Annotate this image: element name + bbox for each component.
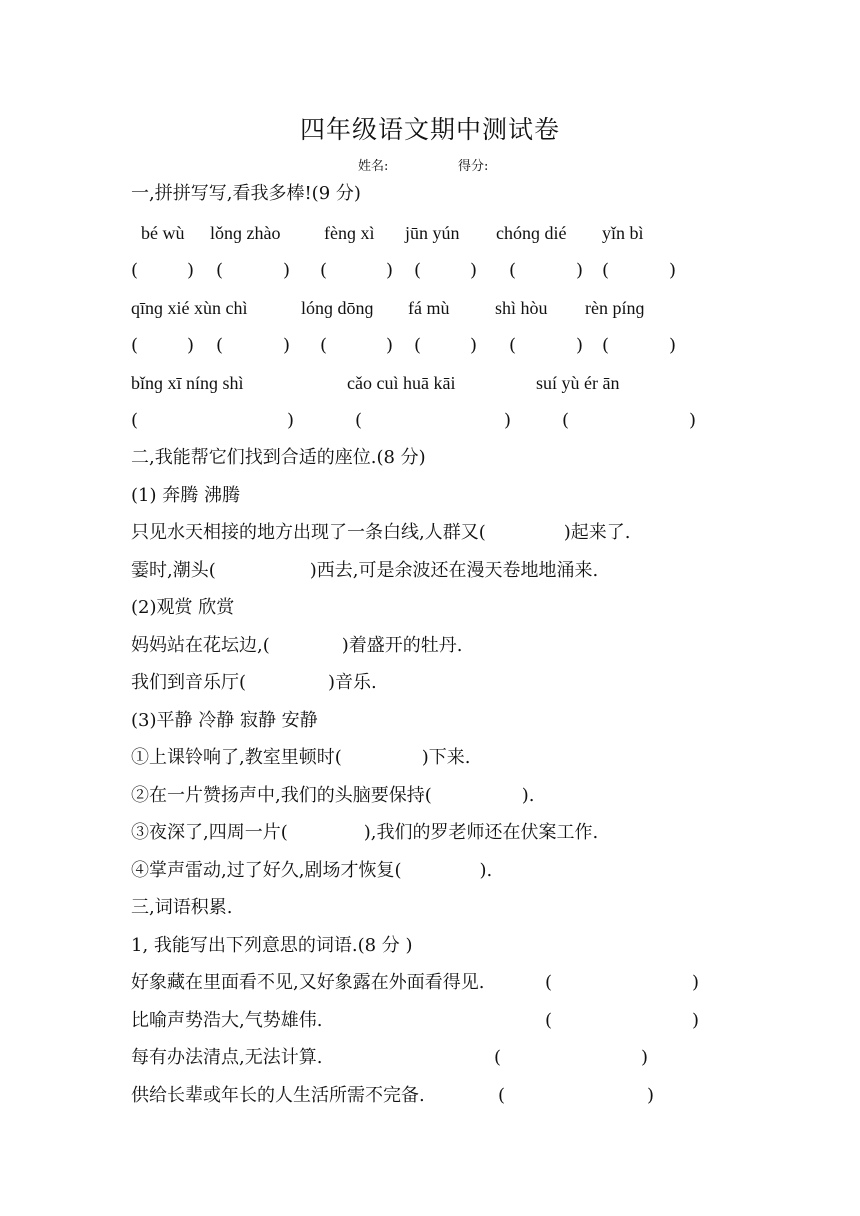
section-2-heading: 二,我能帮它们找到合适的座位.(8 分) <box>131 447 426 468</box>
pinyin: bé wù <box>141 223 185 243</box>
pinyin: qīnɡ xié xùn chì <box>131 298 248 318</box>
answer-open: ( <box>498 1085 506 1106</box>
fill-sentence: 妈妈站在花坛边,( )着盛开的牡丹. <box>131 635 463 656</box>
pinyin: suí yù ér ān <box>536 373 620 393</box>
pinyin: yǐn bì <box>602 223 644 243</box>
answer-close: ) <box>692 1010 700 1031</box>
answer-open: ( <box>545 972 553 993</box>
answer-close: ) <box>669 260 677 281</box>
fill-sentence: ④掌声雷动,过了好久,剧场才恢复( ). <box>131 860 493 881</box>
fill-sentence: 只见水天相接的地方出现了一条白线,人群又( )起来了. <box>131 522 631 543</box>
answer-open: ( <box>509 335 517 356</box>
word-group: (2)观赏 欣赏 <box>131 597 235 618</box>
answer-open: ( <box>602 335 610 356</box>
pinyin: fènɡ xì <box>324 223 375 243</box>
answer-close: ) <box>669 335 677 356</box>
section-1-heading: 一,拼拼写写,看我多棒!(9 分) <box>131 183 361 204</box>
answer-open: ( <box>414 335 422 356</box>
answer-open: ( <box>355 410 363 431</box>
fill-sentence: 我们到音乐厅( )音乐. <box>131 672 377 693</box>
answer-open: ( <box>509 260 517 281</box>
definition-question: 比喻声势浩大,气势雄伟. <box>131 1010 323 1031</box>
definition-question: 每有办法清点,无法计算. <box>131 1047 323 1068</box>
answer-close: ) <box>641 1047 649 1068</box>
answer-close: ) <box>576 260 584 281</box>
answer-open: ( <box>131 260 139 281</box>
answer-close: ) <box>647 1085 655 1106</box>
name-label: 姓名: <box>358 159 389 174</box>
answer-open: ( <box>216 260 224 281</box>
answer-close: ) <box>386 335 394 356</box>
pinyin: jūn yún <box>405 223 460 243</box>
answer-close: ) <box>386 260 394 281</box>
fill-sentence: 霎时,潮头( )西去,可是余波还在漫天卷地地涌来. <box>131 560 599 581</box>
fill-sentence: ②在一片赞扬声中,我们的头脑要保持( ). <box>131 785 535 806</box>
pinyin: lǒnɡ zhào <box>210 223 281 243</box>
answer-open: ( <box>320 260 328 281</box>
section-3-heading: 三,词语积累. <box>131 897 233 918</box>
answer-close: ) <box>283 260 291 281</box>
answer-close: ) <box>187 260 195 281</box>
definition-question: 供给长辈或年长的人生活所需不完备. <box>131 1085 425 1106</box>
answer-close: ) <box>504 410 512 431</box>
answer-close: ) <box>187 335 195 356</box>
answer-close: ) <box>692 972 700 993</box>
fill-sentence: ①上课铃响了,教室里顿时( )下来. <box>131 747 471 768</box>
answer-open: ( <box>562 410 570 431</box>
pinyin: cǎo cuì huā kāi <box>347 373 456 393</box>
fill-sentence: ③夜深了,四周一片( ),我们的罗老师还在伏案工作. <box>131 822 599 843</box>
answer-open: ( <box>602 260 610 281</box>
pinyin: bǐnɡ xī nínɡ shì <box>131 373 244 393</box>
answer-open: ( <box>414 260 422 281</box>
pinyin: fá mù <box>408 298 450 318</box>
answer-open: ( <box>131 335 139 356</box>
answer-close: ) <box>470 260 478 281</box>
word-group: (1) 奔腾 沸腾 <box>131 485 240 506</box>
pinyin: lónɡ dōnɡ <box>301 298 374 318</box>
definition-question: 好象藏在里面看不见,又好象露在外面看得见. <box>131 972 485 993</box>
answer-close: ) <box>576 335 584 356</box>
answer-close: ) <box>689 410 697 431</box>
subsection-heading: 1, 我能写出下列意思的词语.(8 分 ) <box>131 935 413 956</box>
pinyin: shì hòu <box>495 298 548 318</box>
answer-open: ( <box>131 410 139 431</box>
score-label: 得分: <box>458 159 489 174</box>
answer-open: ( <box>216 335 224 356</box>
answer-close: ) <box>283 335 291 356</box>
page-title: 四年级语文期中测试卷 <box>299 115 560 144</box>
answer-open: ( <box>320 335 328 356</box>
answer-close: ) <box>470 335 478 356</box>
pinyin: chónɡ dié <box>496 223 567 243</box>
pinyin: rèn pínɡ <box>585 298 645 318</box>
answer-close: ) <box>287 410 295 431</box>
answer-open: ( <box>494 1047 502 1068</box>
answer-open: ( <box>545 1010 553 1031</box>
word-group: (3)平静 冷静 寂静 安静 <box>131 710 318 731</box>
